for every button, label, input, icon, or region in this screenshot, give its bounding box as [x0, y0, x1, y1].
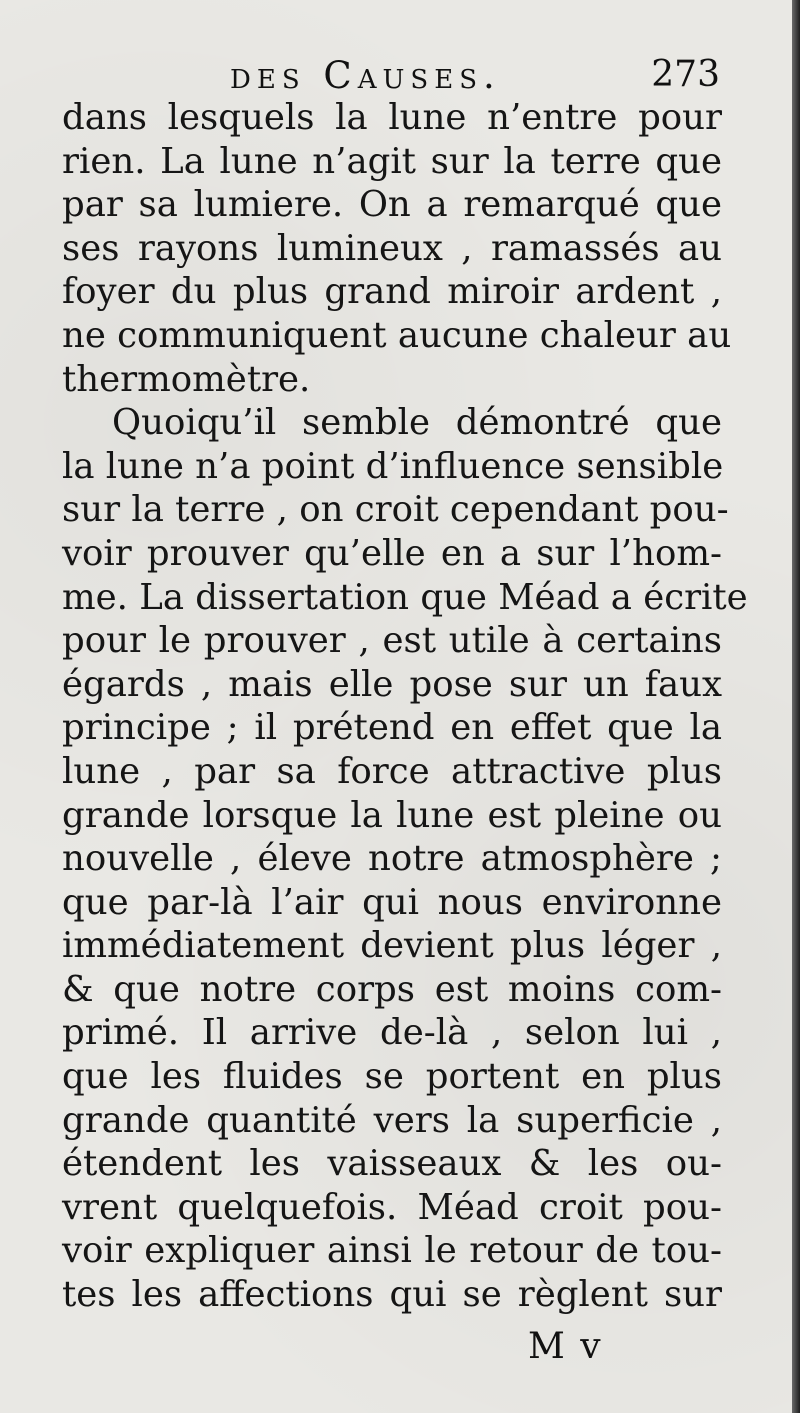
- text-line: que par-là l’air qui nous environne: [62, 881, 722, 923]
- text-line: thermomètre.: [62, 358, 311, 400]
- text-line: principe ; il prétend en effet que la: [62, 707, 722, 749]
- text-line: ne communiquent aucune chaleur au: [62, 314, 732, 356]
- text-line: égards , mais elle pose sur un faux: [62, 663, 722, 705]
- text-line: par sa lumiere. On a remarqué que: [62, 184, 722, 226]
- text-line: grande quantité vers la superficie ,: [62, 1099, 722, 1141]
- text-line: Quoiqu’il semble démontré que: [112, 402, 722, 444]
- text-line: la lune n’a point d’influence sensible: [62, 445, 724, 487]
- text-line: grande lorsque la lune est pleine ou: [62, 794, 722, 836]
- text-line: immédiatement devient plus léger ,: [62, 925, 722, 967]
- text-line: nouvelle , éleve notre atmosphère ;: [62, 838, 722, 880]
- text-line: sur la terre , on croit cependant pou-: [62, 489, 729, 531]
- text-line: lune , par sa force attractive plus: [62, 750, 722, 792]
- text-line: ses rayons lumineux , ramassés au: [62, 227, 722, 269]
- paragraph-2: [62, 401, 748, 1316]
- running-head: des Causes.: [230, 54, 501, 97]
- text-line: vrent quelquefois. Méad croit pou-: [62, 1186, 722, 1228]
- text-line: pour le prouver , est utile à certains: [62, 620, 722, 662]
- text-line: dans lesquels la lune n’entre pour: [62, 97, 722, 138]
- text-line: que les fluides se portent en plus: [62, 1056, 722, 1098]
- signature-mark: M v: [528, 1326, 603, 1367]
- text-line: me. La dissertation que Méad a écrite: [62, 576, 748, 618]
- page-header: [60, 46, 720, 98]
- text-line: voir prouver qu’elle en a sur l’hom-: [62, 532, 722, 574]
- text-line: rien. La lune n’agit sur la terre que: [62, 140, 722, 182]
- page-number: 273: [651, 54, 720, 95]
- text-line: voir expliquer ainsi le retour de tou-: [62, 1230, 722, 1272]
- page-edge-shadow: [792, 0, 800, 1413]
- text-line: primé. Il arrive de-là , selon lui ,: [62, 1012, 722, 1054]
- body-text: [62, 96, 748, 1317]
- text-line: foyer du plus grand miroir ardent ,: [62, 271, 722, 313]
- text-line: étendent les vaisseaux & les ou-: [62, 1143, 722, 1185]
- text-line: & que notre corps est moins com-: [62, 968, 722, 1010]
- paragraph-1: [62, 96, 732, 401]
- text-line: tes les affections qui se règlent sur: [62, 1274, 722, 1316]
